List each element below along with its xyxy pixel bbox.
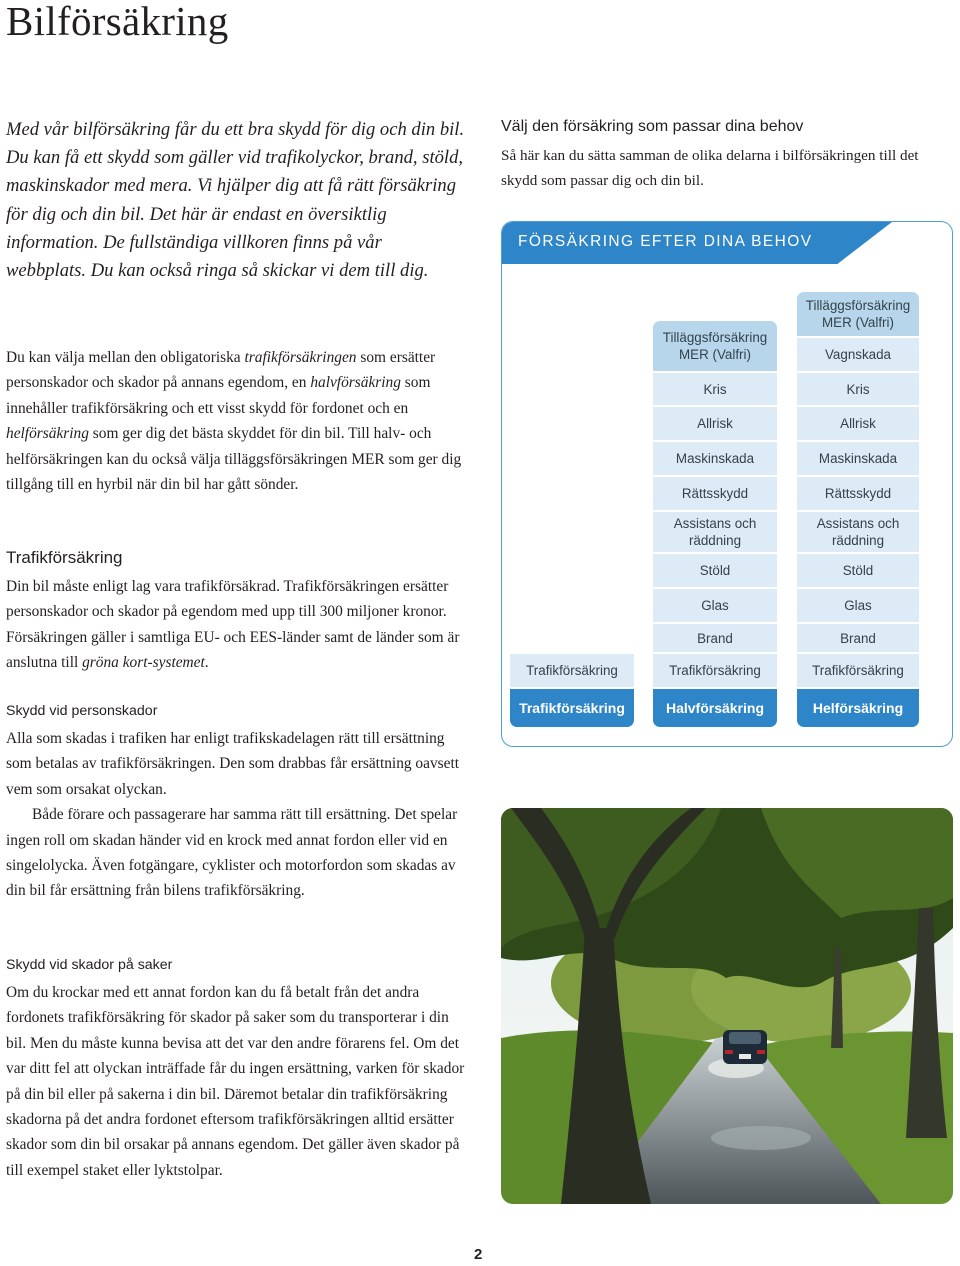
- property-heading: Skydd vid skador på saker: [6, 957, 173, 973]
- choose-heading: Välj den försäkring som passar dina behov: [501, 118, 804, 135]
- traffic-text-end: .: [204, 654, 209, 672]
- choose-text: Så här kan du sätta samman de olika delarna i bilförsäkringen till det skydd som passar dig och din bil.: [501, 147, 919, 189]
- col2-item-stold: Stöld: [653, 554, 777, 587]
- traffic-text: [6, 574, 468, 676]
- col2-bottom-halvforsakring: Halvförsäkring: [653, 689, 777, 727]
- page-number: 2: [474, 1246, 483, 1263]
- p1-text-e: som innehåller trafikförsäkring och ett visst skydd för fordonet och en: [6, 374, 431, 417]
- col3-item-stold: Stöld: [797, 554, 919, 587]
- traffic-heading: Trafikförsäkring: [6, 548, 123, 567]
- p1-text-g: som ger dig det bästa skyddet för din bil. Till halv- och helförsäkringen kan du också välja tilläggsförsäkringen MER som ger dig tillgång till en hyrbil när din bil har gått sönder.: [6, 425, 462, 494]
- col2-item-assistans: Assistans och räddning: [653, 512, 777, 552]
- col3-item-allrisk: Allrisk: [797, 407, 919, 440]
- p1-italic-half: halvförsäkring: [310, 374, 401, 392]
- col2-top-tillagg: Tilläggsförsäkring MER (Valfri): [653, 321, 777, 371]
- insurance-chart: [501, 221, 953, 747]
- col2-item-maskinskada: Maskinskada: [653, 442, 777, 475]
- p1-text-c: som ersätter personskador och skador på annans egendom, en: [6, 349, 436, 392]
- col2-item-glas: Glas: [653, 589, 777, 622]
- p1-italic-full: helförsäkring: [6, 425, 89, 443]
- col2-item-kris: Kris: [653, 373, 777, 405]
- personal-text: [6, 726, 468, 904]
- personal-text-1: Alla som skadas i trafiken har enligt trafikskadelagen rätt till ersättning som betalas av trafikförsäkringen. Den som drabbas får ersättning oavsett vem som orsakat olyckan.: [6, 730, 460, 798]
- col2-item-trafik: Trafikförsäkring: [653, 654, 777, 687]
- col3-item-rattsskydd: Rättsskydd: [797, 477, 919, 510]
- col1-item-trafik: Trafikförsäkring: [510, 654, 634, 687]
- col3-item-brand: Brand: [797, 624, 919, 652]
- p1-italic-traffic: trafikförsäkringen: [244, 349, 357, 366]
- col3-top-tillagg: Tilläggsförsäkring MER (Valfri): [797, 292, 919, 336]
- traffic-text-main: Din bil måste enligt lag vara trafikförsäkrad. Trafikförsäkringen ersätter personskador och skador på egendom med upp till 300 miljoner kronor. Försäkringen gäller i samtliga EU- och EES-länder samt de länder som är anslutna till: [6, 578, 460, 672]
- col1-bottom-trafikforsakring: Trafikförsäkring: [510, 689, 634, 727]
- personal-heading: Skydd vid personskador: [6, 703, 158, 719]
- page-title: Bilförsäkring: [6, 0, 229, 44]
- col3-item-maskinskada: Maskinskada: [797, 442, 919, 475]
- col2-item-rattsskydd: Rättsskydd: [653, 477, 777, 510]
- road-photo: [501, 808, 953, 1204]
- col3-item-trafik: Trafikförsäkring: [797, 654, 919, 687]
- col3-item-assistans: Assistans och räddning: [797, 512, 919, 552]
- p1-text-a: Du kan välja mellan den obligatoriska: [6, 349, 245, 366]
- road-photo-illustration: [501, 808, 953, 1204]
- intro-text: Med vår bilförsäkring får du ett bra skydd för dig och din bil. Du kan få ett skydd som gäller vid trafikolyckor, brand, stöld, maskinskador med mera. Vi hjälper dig att få rätt försäkring för dig och din bil. Det här är endast en översiktlig information. De fullständiga villkoren finns på vår webbplats. Du kan också ringa så skickar vi dem till dig.: [6, 119, 465, 282]
- col3-item-glas: Glas: [797, 589, 919, 622]
- traffic-text-italic: gröna kort-systemet: [82, 654, 205, 672]
- col3-item-kris: Kris: [797, 373, 919, 405]
- intro-paragraph: [6, 345, 468, 497]
- property-text: Om du krockar med ett annat fordon kan du få betalt från det andra fordonets trafikförsäkring för skador på saker som du transporterar i din bil. Men du måste kunna bevisa att det var den andre förarens fel. Om det var ditt fel att olyckan inträffade får du ingen ersättning, varken för skador på din bil eller på sakerna i din bil. Däremot betalar din trafikförsäkring skadorna på det andra fordonet eftersom trafikförsäkringen alltid ersätter skador som din bil orsakar på annans egendom. Det gäller även skador på till exempel staket eller lyktstolpar.: [6, 984, 465, 1179]
- panel-header-text: FÖRSÄKRING EFTER DINA BEHOV: [518, 233, 813, 250]
- col2-item-allrisk: Allrisk: [653, 407, 777, 440]
- col3-item-vagnskada: Vagnskada: [797, 338, 919, 371]
- col2-item-brand: Brand: [653, 624, 777, 652]
- personal-text-2: Både förare och passagerare har samma rätt till ersättning. Det spelar ingen roll om skadan händer vid en krock med annat fordon eller vid en singelolycka. Även fotgängare, cyklister och motorfordon som skadas av din bil får ersättning från bilens trafikförsäkring.: [6, 806, 458, 900]
- col3-bottom-helforsakring: Helförsäkring: [797, 689, 919, 727]
